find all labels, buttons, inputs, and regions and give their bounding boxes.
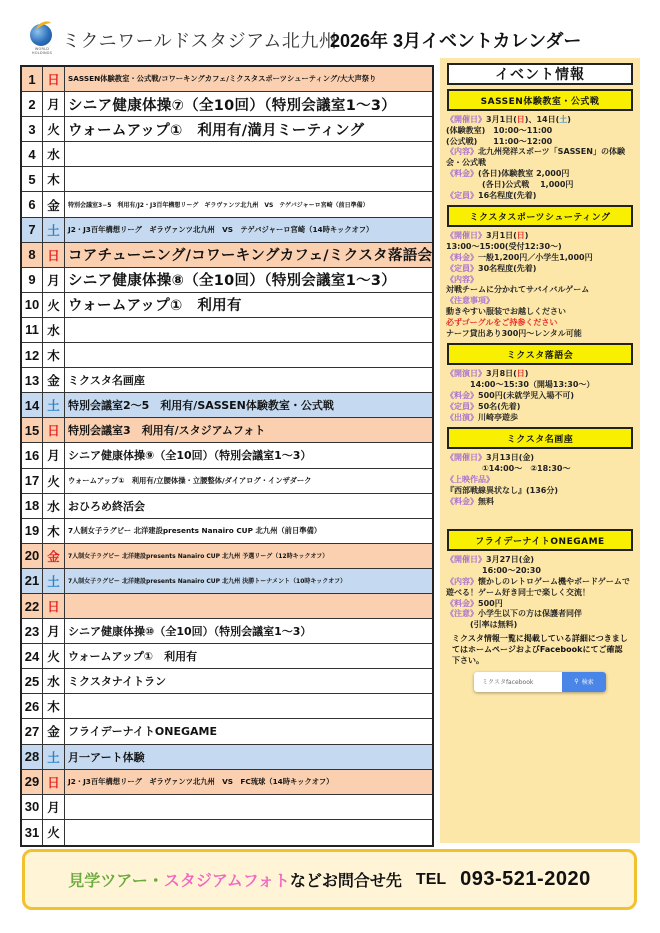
- weekday: 木: [43, 167, 65, 191]
- weekday: 土: [43, 569, 65, 593]
- event-calendar-table: [20, 65, 434, 847]
- event-text: [65, 343, 432, 367]
- day-number: 15: [22, 418, 43, 442]
- day-number: 30: [22, 795, 43, 819]
- day-number: 24: [22, 644, 43, 668]
- calendar-row: [22, 820, 432, 845]
- calendar-row: [22, 268, 432, 293]
- event-text: シニア健康体操⑧（全10回）（特別会議室1～3）: [68, 273, 397, 290]
- venue-name: ミクニワールドスタジアム北九州: [62, 31, 338, 51]
- facebook-search-box[interactable]: [474, 672, 606, 692]
- weekday: 金: [43, 368, 65, 392]
- event-text: [65, 318, 432, 342]
- day-number: 18: [22, 494, 43, 518]
- weekday: 月: [43, 795, 65, 819]
- event-text: [65, 167, 432, 191]
- calendar-row: [22, 619, 432, 644]
- event-text: ウォームアップ① 利用有/満月ミーティング: [68, 122, 365, 139]
- calendar-row: [22, 117, 432, 142]
- day-number: 17: [22, 469, 43, 493]
- day-number: 12: [22, 343, 43, 367]
- event-text: J2・J3百年構想リーグ ギラヴァンツ北九州 VS テゲバジャーロ宮崎（14時キックオフ）: [68, 224, 374, 234]
- facebook-search-button[interactable]: ⚲ 検索: [562, 672, 606, 692]
- calendar-row: [22, 343, 432, 368]
- day-number: 5: [22, 167, 43, 191]
- day-number: 3: [22, 117, 43, 141]
- weekday: 水: [43, 669, 65, 693]
- weekday: 金: [43, 719, 65, 743]
- day-number: 8: [22, 243, 43, 267]
- footer-photo-text: スタジアムフォト: [163, 871, 290, 890]
- weekday: 日: [43, 67, 65, 91]
- day-number: 31: [22, 820, 43, 845]
- weekday: 金: [43, 544, 65, 568]
- weekday: 月: [43, 443, 65, 467]
- event-body-onegame: 《開催日》3月27日(金) 16:00～20:30 《内容》懐かしのレトロゲーム機やボードゲームで遊べる！ゲーム好き同士で楽しく交流！ 《料金》500円 《注意》小学生以下の方は保護者同伴 (引率は無料): [446, 555, 630, 630]
- weekday: 木: [43, 694, 65, 718]
- calendar-row: [22, 167, 432, 192]
- weekday: 日: [43, 770, 65, 794]
- weekday: 水: [43, 142, 65, 166]
- event-heading-rakugo: ミクスタ落語会: [447, 343, 633, 365]
- day-number: 2: [22, 92, 43, 116]
- day-number: 14: [22, 393, 43, 417]
- weekday: 火: [43, 293, 65, 317]
- event-heading-shooting: ミクスタスポーツシューティング: [447, 205, 633, 227]
- event-text: ウォームアップ① 利用有: [68, 650, 198, 664]
- day-number: 1: [22, 67, 43, 91]
- calendar-row: [22, 469, 432, 494]
- weekday: 土: [43, 393, 65, 417]
- weekday: 金: [43, 192, 65, 216]
- footer-tel-number[interactable]: 093-521-2020: [460, 868, 591, 890]
- calendar-row: [22, 694, 432, 719]
- calendar-row: [22, 192, 432, 217]
- weekday: 火: [43, 644, 65, 668]
- weekday: 木: [43, 343, 65, 367]
- event-text: 7人制女子ラグビー 北洋建設presents Nanairo CUP 北九州 決勝トーナメント（10時キックオフ）: [68, 578, 347, 586]
- weekday: 日: [43, 243, 65, 267]
- world-holdings-logo: [26, 24, 58, 56]
- calendar-row: [22, 644, 432, 669]
- weekday: 土: [43, 218, 65, 242]
- calendar-row: [22, 418, 432, 443]
- panel-title: イベント情報: [447, 63, 633, 85]
- day-number: 6: [22, 192, 43, 216]
- facebook-search-input[interactable]: ミクスタfacebook: [482, 679, 534, 687]
- event-body-cinema: 《開催日》3月13日(金) ①14:00～ ②18:30～ 《上映作品》 『西部戦線異状なし』(136分) 《料金》無料: [446, 453, 571, 506]
- calendar-row: [22, 443, 432, 468]
- search-icon: ⚲: [574, 678, 579, 686]
- weekday: 火: [43, 117, 65, 141]
- weekday: 木: [43, 519, 65, 543]
- day-number: 28: [22, 745, 43, 769]
- calendar-row: [22, 719, 432, 744]
- page-title: 2026年 3月イベントカレンダー: [330, 31, 582, 51]
- calendar-row: [22, 243, 432, 268]
- weekday: 月: [43, 92, 65, 116]
- weekday: 月: [43, 268, 65, 292]
- event-info-panel: [440, 58, 640, 843]
- event-text: 特別会議室3−5 利用有/J2・J3百年構想リーグ ギラヴァンツ北九州 VS テゲバジャーロ宮崎（前日準備）: [68, 202, 369, 210]
- day-number: 16: [22, 443, 43, 467]
- calendar-row: [22, 67, 432, 92]
- footer-inquiry-text: などお問合せ先: [289, 871, 402, 890]
- event-text: [65, 694, 432, 718]
- weekday: 日: [43, 418, 65, 442]
- event-body-sassen: 《開催日》3月1日(日)、14日(土) (体験教室) 10:00～11:00 (公式戦) 11:00～12:00 《内容》北九州発祥スポーツ「SASSEN」の体験会・公式戦 《料金》(各日)体験教室 2,000円 (各日)公式戦 1,000円 《定員》16名程度(先着): [446, 115, 625, 200]
- event-text: J2・J3百年構想リーグ ギラヴァンツ北九州 VS FC琉球（14時キックオフ）: [68, 776, 334, 786]
- calendar-row: [22, 795, 432, 820]
- event-text: ミクスタナイトラン: [68, 675, 167, 689]
- day-number: 23: [22, 619, 43, 643]
- event-body-shooting: 《開催日》3月1日(日) 13:00～15:00(受付12:30～) 《料金》一般1,200円／小学生1,000円 《定員》30名程度(先着) 《内容》 対戦チームに分かれてサバイバルゲーム 《注意事項》 動きやすい服装でお越しください 必ずゴーグルをご持参ください ナーフ貸出あり300円～レンタル可能: [446, 231, 593, 338]
- day-number: 21: [22, 569, 43, 593]
- event-text: コアチューニング/コワーキングカフェ/ミクスタ落語会: [68, 248, 432, 265]
- weekday: 土: [43, 745, 65, 769]
- event-text: フライデーナイトONEGAME: [68, 725, 217, 739]
- event-text: シニア健康体操⑦（全10回）（特別会議室1～3）: [68, 97, 397, 114]
- calendar-row: [22, 494, 432, 519]
- event-text: ミクスタ名画座: [68, 374, 145, 388]
- calendar-row: [22, 368, 432, 393]
- event-heading-onegame: フライデーナイトONEGAME: [447, 529, 633, 551]
- day-number: 29: [22, 770, 43, 794]
- weekday: 水: [43, 494, 65, 518]
- event-text: 月一アート体験: [68, 750, 145, 764]
- calendar-row: [22, 393, 432, 418]
- event-text: ウォームアップ① 利用有: [68, 298, 242, 315]
- event-text: おひろめ終活会: [68, 499, 145, 513]
- day-number: 22: [22, 594, 43, 618]
- footer-tour-text: 見学ツアー・: [68, 871, 164, 890]
- contact-footer: [22, 849, 637, 910]
- calendar-row: [22, 218, 432, 243]
- calendar-row: [22, 594, 432, 619]
- event-text: [65, 594, 432, 618]
- page-header: [0, 0, 660, 58]
- event-text: 7人制女子ラグビー 北洋建設presents Nanairo CUP 北九州 予選リーグ（12時キックオフ）: [68, 553, 329, 561]
- day-number: 19: [22, 519, 43, 543]
- day-number: 4: [22, 142, 43, 166]
- event-text: [65, 820, 432, 845]
- day-number: 26: [22, 694, 43, 718]
- day-number: 11: [22, 318, 43, 342]
- day-number: 27: [22, 719, 43, 743]
- weekday: 月: [43, 619, 65, 643]
- event-text: シニア健康体操⑨（全10回）（特別会議室1～3）: [68, 449, 312, 463]
- weekday: 火: [43, 820, 65, 845]
- event-text: ウォームアップ① 利用有/立腰体操・立腰整体/ダイアログ・インザダーク: [68, 475, 312, 485]
- calendar-row: [22, 770, 432, 795]
- calendar-row: [22, 142, 432, 167]
- weekday: 火: [43, 469, 65, 493]
- calendar-row: [22, 569, 432, 594]
- calendar-row: [22, 92, 432, 117]
- day-number: 13: [22, 368, 43, 392]
- event-text: 特別会議室2～5 利用有/SASSEN体験教室・公式戦: [68, 399, 334, 413]
- event-text: 7人制女子ラグビー 北洋建設presents Nanairo CUP 北九州（前日準備）: [68, 525, 322, 535]
- event-text: シニア健康体操⑩（全10回）（特別会議室1～3）: [68, 625, 312, 639]
- event-text: [65, 142, 432, 166]
- day-number: 10: [22, 293, 43, 317]
- day-number: 9: [22, 268, 43, 292]
- event-text: 特別会議室3 利用有/スタジアムフォト: [68, 424, 266, 438]
- calendar-row: [22, 745, 432, 770]
- day-number: 20: [22, 544, 43, 568]
- day-number: 7: [22, 218, 43, 242]
- calendar-row: [22, 318, 432, 343]
- weekday: 水: [43, 318, 65, 342]
- facebook-note: ミクスタ情報一覧に掲載している詳細につきましてはホームページおよびFacebookにてご確認下さい。: [452, 633, 628, 665]
- calendar-row: [22, 544, 432, 569]
- footer-tel-label: TEL: [415, 870, 447, 888]
- logo-text: WORLD HOLDINGS: [31, 47, 53, 55]
- calendar-row: [22, 669, 432, 694]
- event-text: [65, 795, 432, 819]
- event-text: SASSEN体験教室・公式戦/コワーキングカフェ/ミクスタスポーツシューティング/大大声祭り: [68, 74, 377, 84]
- weekday: 日: [43, 594, 65, 618]
- event-body-rakugo: 《開演日》3月8日(日) 14:00～15:30（開場13:30～） 《料金》500円(未就学児入場不可) 《定員》50名(先着) 《出演》川崎亭遊歩: [446, 369, 595, 422]
- day-number: 25: [22, 669, 43, 693]
- calendar-row: [22, 519, 432, 544]
- event-heading-cinema: ミクスタ名画座: [447, 427, 633, 449]
- event-heading-sassen: SASSEN体験教室・公式戦: [447, 89, 633, 111]
- calendar-row: [22, 293, 432, 318]
